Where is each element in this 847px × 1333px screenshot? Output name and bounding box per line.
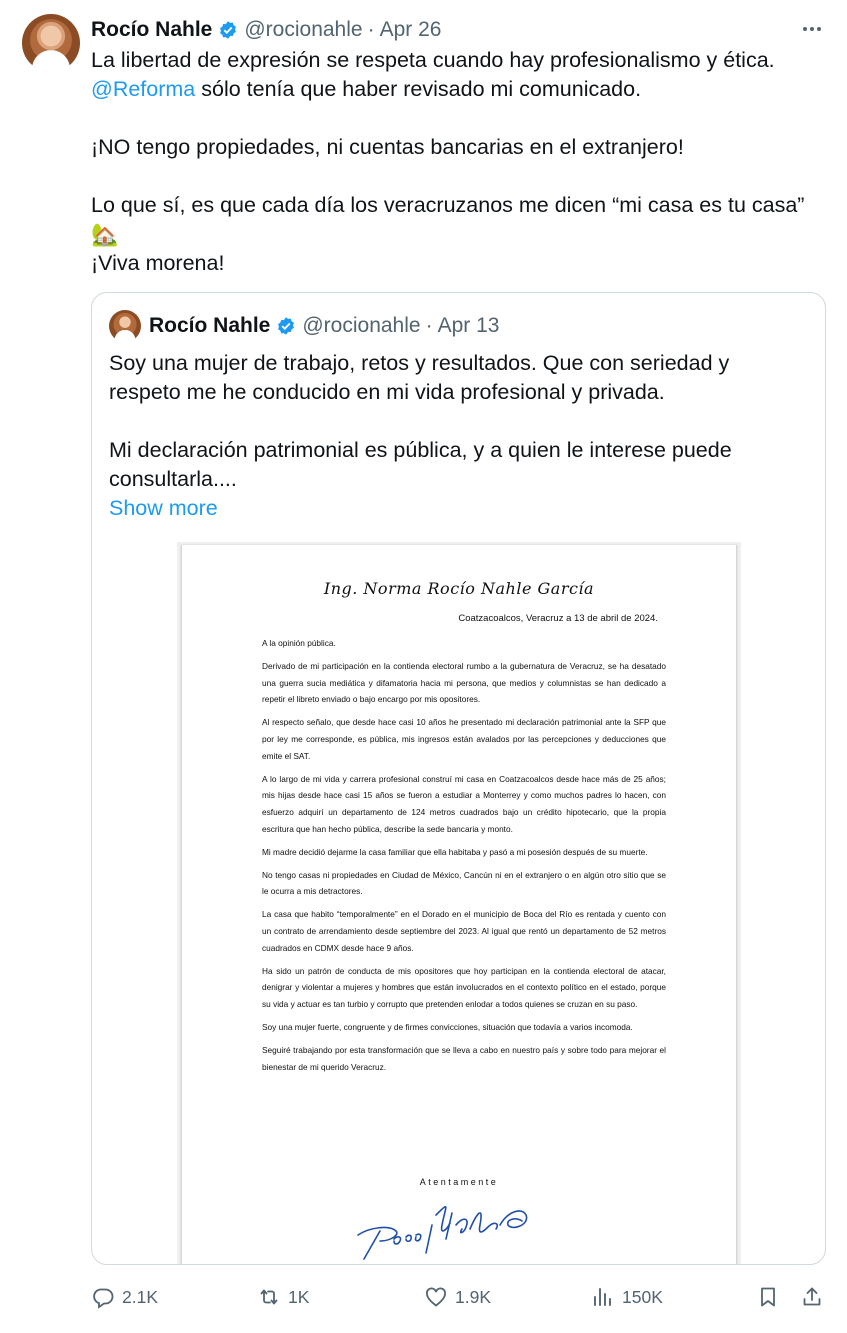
letter-date: Coatzacoalcos, Veracruz a 13 de abril de 2024.: [458, 613, 658, 624]
tweet-line: [91, 75, 821, 104]
letter-paragraph: Ha sido un patrón de conducta de mis opositores que hoy participan en la contienda electoral de atacar, denigrar y violentar a mujeres y hombres que están involucrados en el contexto político en el estado, porque su vida y actuar es tan turbio y corrupto que pretenden enlodar a todos quienes se cruzan en su paso.: [262, 965, 666, 1010]
reply-button[interactable]: [91, 1280, 158, 1314]
separator-dot: ·: [367, 18, 375, 41]
tweet-text: [91, 46, 821, 278]
repost-button[interactable]: [257, 1280, 309, 1314]
show-more-link[interactable]: Show more: [109, 496, 218, 520]
tweet-actions: [91, 1280, 826, 1314]
tweet-date[interactable]: Apr 26: [379, 18, 442, 41]
letter-greeting: A la opinión pública.: [262, 638, 336, 648]
verified-badge-icon: [276, 316, 296, 336]
letter-paragraph: Seguiré trabajando por esta transformación que se lleva a cabo en nuestro país y sobre todo para mejorar el bienestar de mi querido Veracruz.: [262, 1044, 666, 1072]
verified-badge-icon: [218, 20, 238, 40]
tweet-line: La libertad de expresión se respeta cuando hay profesionalismo y ética.: [91, 48, 775, 72]
share-button[interactable]: [800, 1280, 824, 1314]
mention-link[interactable]: @Reforma: [91, 77, 196, 101]
views-chart-icon: [591, 1285, 615, 1309]
tweet-line-rest: sólo tenía que haber revisado mi comunicado.: [195, 77, 642, 101]
separator-dot: ·: [425, 314, 433, 337]
like-count: 1.9K: [455, 1286, 491, 1307]
tweet-line: ¡Viva morena!: [91, 251, 225, 275]
view-count: 150K: [622, 1286, 663, 1307]
letter-paragraph: A lo largo de mi vida y carrera profesional construí mi casa en Coatzacoalcos desde hace más de 25 años; mis hijas desde hace casi 15 años se fueron a estudiar a Monterrey y como muchos padres lo hacen, con esfuerzo adquirí un departamento de 124 metros cuadrados bajo un crédito hipotecario, que la propia escritura que han hecho pública, describe la sede bancaria y monto.: [262, 773, 666, 834]
heart-icon: [424, 1285, 448, 1309]
letter-document: [181, 545, 737, 1265]
reply-count: 2.1K: [122, 1286, 158, 1307]
quoted-line: consultarla....: [109, 467, 237, 491]
tweet-line: ¡NO tengo propiedades, ni cuentas bancarias en el extranjero!: [91, 135, 684, 159]
quoted-tweet-text: [109, 349, 809, 523]
author-name[interactable]: Rocío Nahle: [91, 18, 213, 41]
reply-icon: [91, 1285, 115, 1309]
house-emoji-icon: 🏡: [91, 222, 119, 247]
avatar[interactable]: [22, 14, 80, 72]
quoted-line: Soy una mujer de trabajo, retos y resultados. Que con seriedad y: [109, 351, 730, 375]
repost-icon: [257, 1285, 281, 1309]
quoted-author-handle: @rocionahle: [302, 314, 421, 337]
repost-count: 1K: [288, 1286, 310, 1307]
letter-paragraph: Al respecto señalo, que desde hace casi 10 años he presentado mi declaración patrimonial ante la SFP que por ley me corresponde, es pública, mis ingresos están avalados por las percepciones y deducciones que emite el SAT.: [262, 717, 666, 761]
letter-body: [262, 635, 666, 1075]
letter-paragraph: La casa que habito “temporalmente” en el Dorado en el municipio de Boca del Río es rentada y cuento con un contrato de arrendamiento desde septiembre del 2023. Al igual que rentó un departamento de 52 metros cuadrados en CDMX desde hace 9 años.: [262, 909, 666, 953]
quoted-author-name: Rocío Nahle: [149, 314, 271, 337]
quoted-line: Mi declaración patrimonial es pública, y a quien le interese puede: [109, 438, 732, 462]
author-handle[interactable]: @rocionahle: [244, 18, 363, 41]
bookmark-button[interactable]: [756, 1280, 780, 1314]
quoted-avatar: [109, 310, 141, 342]
tweet-line: Lo que sí, es que cada día los veracruzanos me dicen “mi casa es tu casa”: [91, 193, 805, 217]
handwritten-signature: [350, 1195, 550, 1263]
letter-paragraph: No tengo casas ni propiedades en Ciudad de México, Cancún ni en el extranjero o en algún otro sitio que se le ocurra a mis detractores.: [262, 869, 666, 897]
quoted-line: respeto me he conducido en mi vida profesional y privada.: [109, 380, 665, 404]
quoted-tweet[interactable]: [91, 292, 826, 1265]
share-icon: [800, 1285, 824, 1309]
quoted-tweet-header: [109, 311, 499, 341]
more-options-icon[interactable]: [799, 18, 825, 40]
letter-paragraph: Soy una mujer fuerte, congruente y de firmes convicciones, situación que todavía a varios incomoda.: [262, 1021, 633, 1032]
tweet-header: [91, 15, 441, 45]
attached-image[interactable]: [177, 542, 741, 1265]
letter-paragraph: Mi madre decidió dejarme la casa familiar que ella habitaba y pasó a mi posesión después de su muerte.: [262, 846, 648, 857]
letter-letterhead: Ing. Norma Rocío Nahle García: [323, 579, 595, 598]
quoted-tweet-date: Apr 13: [437, 314, 500, 337]
views-button[interactable]: [591, 1280, 663, 1314]
bookmark-icon: [756, 1285, 780, 1309]
letter-closing: Atentamente: [419, 1177, 499, 1187]
like-button[interactable]: [424, 1280, 491, 1314]
letter-paragraph: Derivado de mi participación en la contienda electoral rumbo a la gubernatura de Veracruz, se ha desatado una guerra sucia mediática y difamatoria hacia mi persona, que medios y columnistas se han dedicado a repetir el libreto enviado o bajo encargo por mis opositores.: [262, 660, 666, 705]
